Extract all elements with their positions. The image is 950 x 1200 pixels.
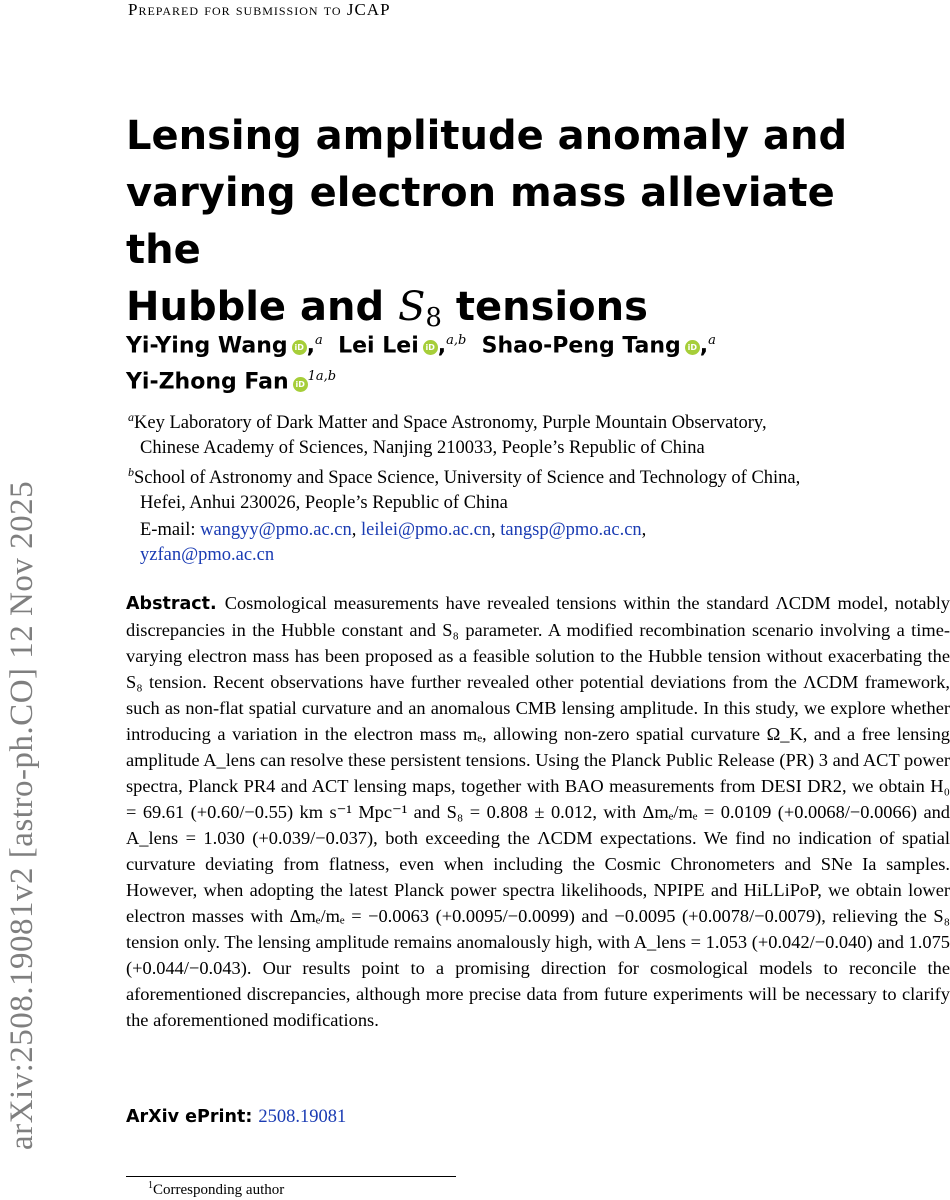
affiliation-line-1 <box>128 405 950 436</box>
email-link[interactable]: yzfan@pmo.ac.cn <box>140 545 275 565</box>
affiliation-b <box>128 460 950 516</box>
author-name: Shao-Peng Tang <box>481 333 681 359</box>
author-line-1: Yi-Ying Wang iD ,$^a$ Lei Lei iD ,$^{a,b}$ Shao-Peng Tang iD ,$^a$ <box>126 333 716 359</box>
abstract-text: Cosmological measurements have revealed tensions within the standard ΛCDM model, notably discrepancies in the Hubble constant and S₈ parameter. A modified recombination scenario involving a time-varying electron mass has been proposed as a feasible solution to the Hubble tension without exacerbating the S₈ tension. Recent observations have further revealed other potential deviations from the ΛCDM framework, such as non-flat spatial curvature and an anomalous CMB lensing amplitude. In this study, we explore whether introducing a variation in the electron mass mₑ, allowing non-zero spatial curvature Ω_K, and a free lensing amplitude A_lens can resolve these persistent tensions. Using the Planck Public Release (PR) 3 and ACT power spectra, Planck PR4 and ACT lensing maps, together with BAO measurements from DESI DR2, we obtain H₀ = 69.61 (+0.60/−0.55) km s⁻¹ Mpc⁻¹ and S₈ = 0.808 ± 0.012, with Δmₑ/mₑ = 0.0109 (+0.0068/−0.0066) and A_lens = 1.030 (+0.039/−0.037), both exceeding the ΛCDM expectations. We find no indication of spatial curvature deviating from flatness, even when including the Cosmic Chronometers and SNe Ia samples. However, when adopting the latest Planck power spectra likelihoods, NPIPE and HiLLiPoP, we obtain lower electron masses with Δmₑ/mₑ = −0.0063 (+0.0095/−0.0099) and −0.0095 (+0.0078/−0.0079), relieving the S₈ tension only. The lensing amplitude remains anomalously high, with A_lens = 1.053 (+0.042/−0.040) and 1.075 (+0.044/−0.043). Our results point to a promising direction for cosmological models to reconcile the aforementioned discrepancies, although more precise data from future experiments will be necessary to clarify the aforementioned modifications. <box>126 593 950 1030</box>
prepared-for-header: Prepared for submission to JCAP <box>128 0 391 19</box>
abstract <box>126 590 950 1033</box>
orcid-icon[interactable]: iD <box>292 340 307 355</box>
orcid-icon[interactable]: iD <box>685 340 700 355</box>
author-affiliation-mark: a <box>708 333 716 348</box>
email-link[interactable]: leilei@pmo.ac.cn <box>361 520 492 540</box>
affiliation-mark: a <box>128 410 134 424</box>
footnote-rule <box>126 1176 456 1177</box>
affiliation-a <box>128 405 950 461</box>
orcid-icon[interactable]: iD <box>423 340 438 355</box>
footnote <box>148 1180 284 1199</box>
orcid-icon[interactable]: iD <box>293 377 308 392</box>
title-line-1: Lensing amplitude anomaly and <box>126 113 848 159</box>
arxiv-eprint <box>126 1107 346 1128</box>
author-affiliation-mark: 1a,b <box>307 369 337 385</box>
footnote-mark: 1 <box>148 1180 153 1191</box>
title-s8-letter: S <box>398 284 426 330</box>
abstract-label: Abstract. <box>126 594 217 614</box>
author-name: Yi-Zhong Fan <box>126 369 289 395</box>
title-line-3-pre: Hubble and <box>126 284 399 330</box>
author-affiliation-mark: a,b <box>446 333 467 348</box>
email-block: E-mail: wangyy@pmo.ac.cn, leilei@pmo.ac.cn, tangsp@pmo.ac.cn, yzfan@pmo.ac.cn <box>140 520 647 565</box>
eprint-label: ArXiv ePrint: <box>126 1107 253 1127</box>
eprint-link[interactable]: 2508.19081 <box>258 1107 347 1127</box>
paper-title <box>126 108 906 347</box>
arxiv-side-identifier: arXiv:2508.19081v2 [astro-ph.CO] 12 Nov 2025 <box>4 480 40 1150</box>
title-s8-symbol <box>398 284 442 333</box>
affiliation-line-2: Hefei, Anhui 230026, People’s Republic of China <box>140 493 508 514</box>
email-link[interactable]: tangsp@pmo.ac.cn <box>500 520 642 540</box>
author-affiliation-mark: a <box>315 333 323 348</box>
author-line-2 <box>126 361 886 397</box>
title-s8-subscript: 8 <box>425 303 442 333</box>
author-name: Yi-Ying Wang <box>126 333 288 359</box>
title-line-3-post: tensions <box>441 284 648 330</box>
author-list <box>126 325 886 398</box>
affiliation-mark: b <box>128 465 134 479</box>
author-name: Lei Lei <box>338 333 419 359</box>
footnote-text: Corresponding author <box>153 1182 285 1198</box>
title-line-2: varying electron mass alleviate the <box>126 170 835 273</box>
affiliation-text: School of Astronomy and Space Science, University of Science and Technology of China, <box>134 468 801 489</box>
email-link[interactable]: wangyy@pmo.ac.cn <box>200 520 352 540</box>
email-label: E-mail: <box>140 520 196 540</box>
affiliation-text: Key Laboratory of Dark Matter and Space Astronomy, Purple Mountain Observatory, <box>134 413 767 434</box>
affiliation-line-1 <box>128 460 950 491</box>
affiliation-line-2: Chinese Academy of Sciences, Nanjing 210033, People’s Republic of China <box>140 438 705 459</box>
